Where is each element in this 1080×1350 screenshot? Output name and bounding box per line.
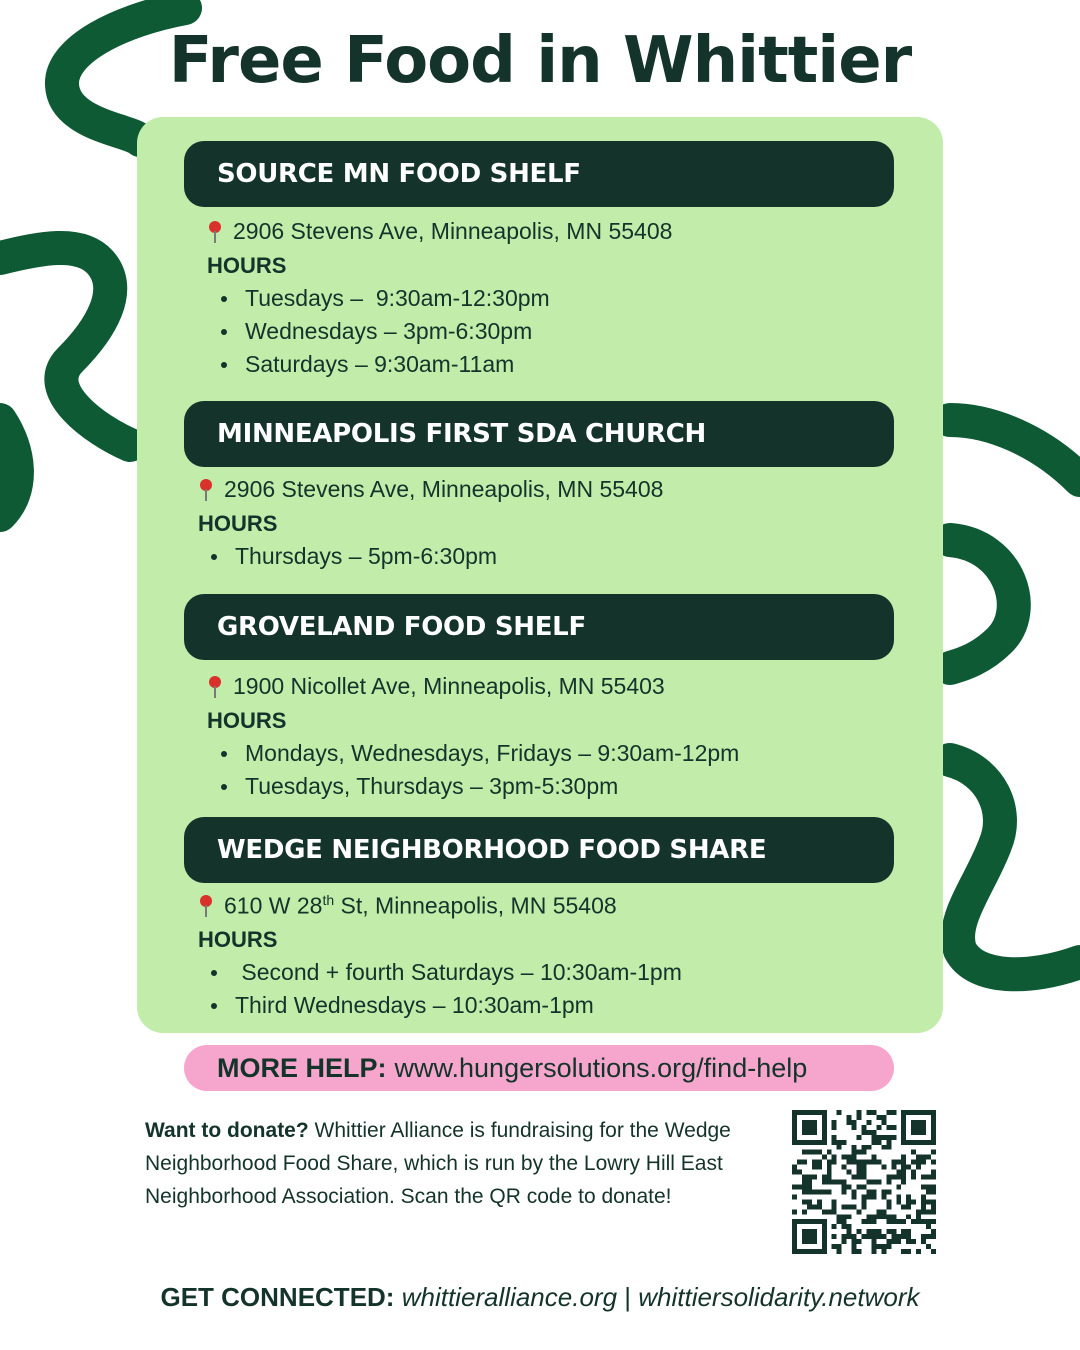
hours-label: HOURS xyxy=(198,511,278,536)
hours-item: Tuesdays, Thursdays – 3pm-5:30pm xyxy=(217,770,739,803)
address-text: 1900 Nicollet Ave, Minneapolis, MN 55403 xyxy=(233,673,665,699)
location-header-first-sda xyxy=(184,401,894,467)
location-name: SOURCE MN FOOD SHELF xyxy=(217,159,581,189)
hours-label: HOURS xyxy=(207,253,287,278)
location-address xyxy=(207,673,665,700)
map-pin-icon xyxy=(207,675,223,699)
hours-item: Second + fourth Saturdays – 10:30am-1pm xyxy=(207,956,682,989)
location-address xyxy=(198,476,663,503)
footer-link-solidarity[interactable]: whittiersolidarity.network xyxy=(638,1282,920,1312)
page-title: Free Food in Whittier xyxy=(168,24,912,98)
hours-item: Third Wednesdays – 10:30am-1pm xyxy=(207,989,682,1022)
hours-item: Mondays, Wednesdays, Fridays – 9:30am-12pm xyxy=(217,737,739,770)
map-pin-icon xyxy=(207,220,223,244)
hours-label: HOURS xyxy=(207,708,287,733)
more-help-link[interactable]: www.hungersolutions.org/find-help xyxy=(394,1052,808,1083)
more-help-label: MORE HELP: xyxy=(217,1052,387,1083)
hours-item: Thursdays – 5pm-6:30pm xyxy=(207,540,497,573)
hours-list xyxy=(207,956,682,1022)
footer-link-whittieralliance[interactable]: whittieralliance.org xyxy=(401,1282,618,1312)
location-address xyxy=(198,892,617,920)
location-address xyxy=(207,218,672,245)
footer-separator: | xyxy=(617,1282,639,1312)
address-superscript: th xyxy=(322,892,335,908)
donate-text: Whittier Alliance is fundraising for the Wedge Neighborhood Food Share, which is run by the Lowry Hill East Neighborhood Association. Scan the QR code to donate! xyxy=(145,1119,731,1208)
hours-item: Wednesdays – 3pm-6:30pm xyxy=(217,315,550,348)
location-name: MINNEAPOLIS FIRST SDA CHURCH xyxy=(217,419,706,449)
address-text: 2906 Stevens Ave, Minneapolis, MN 55408 xyxy=(233,218,673,244)
address-prefix: 610 W 28 xyxy=(224,892,323,919)
hours-list xyxy=(207,540,497,573)
more-help-banner xyxy=(184,1045,894,1091)
hours-label: HOURS xyxy=(198,927,278,952)
hours-item: Tuesdays – 9:30am-12:30pm xyxy=(217,282,550,315)
location-name: GROVELAND FOOD SHELF xyxy=(217,612,586,642)
map-pin-icon xyxy=(198,894,214,918)
location-name: WEDGE NEIGHBORHOOD FOOD SHARE xyxy=(217,835,767,865)
hours-item: Saturdays – 9:30am-11am xyxy=(217,348,550,381)
donate-lead: Want to donate? xyxy=(145,1119,309,1142)
footer-label: GET CONNECTED: xyxy=(160,1282,395,1312)
address-text: 2906 Stevens Ave, Minneapolis, MN 55408 xyxy=(224,476,664,502)
footer xyxy=(0,1282,1080,1313)
address-suffix: St, Minneapolis, MN 55408 xyxy=(334,892,617,919)
location-header-source-mn xyxy=(184,141,894,207)
address-text xyxy=(224,892,617,920)
location-header-wedge xyxy=(184,817,894,883)
donate-paragraph xyxy=(145,1114,775,1213)
map-pin-icon xyxy=(198,478,214,502)
hours-list xyxy=(217,282,550,381)
location-header-groveland xyxy=(184,594,894,660)
hours-list xyxy=(217,737,739,803)
qr-code[interactable] xyxy=(792,1110,936,1254)
